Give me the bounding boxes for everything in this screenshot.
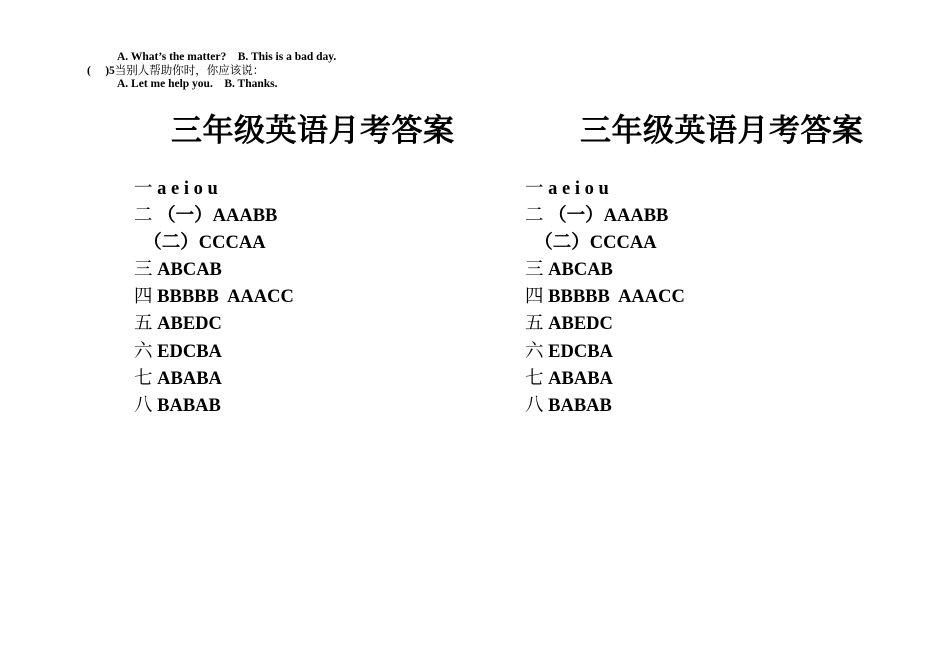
answer-row: 三 ABCAB [134, 259, 222, 281]
answer-row: 五 ABEDC [525, 313, 613, 335]
answer-row: 一 a e i o u [134, 178, 218, 199]
answer-row: 六 EDCBA [134, 340, 222, 362]
question-options-line: A. What’s the matter? B. This is a bad day. [117, 51, 337, 63]
answer-row: 七 ABABA [525, 367, 613, 389]
answer-row: 四 BBBBB AAACC [134, 286, 294, 308]
answer-row: 八 BABAB [525, 394, 612, 416]
answer-row: 三 ABCAB [525, 259, 613, 281]
answer-row: 四 BBBBB AAACC [525, 286, 685, 308]
answer-row: 五 ABEDC [134, 313, 222, 335]
right-answer-list [525, 175, 685, 419]
answer-row: 一 a e i o u [525, 178, 609, 199]
question-5-text: 当别人帮助你时，你应该说： [114, 63, 265, 77]
answer-row: 七 ABABA [134, 367, 222, 389]
answer-row: （二）CCCAA [134, 233, 266, 254]
answer-row: 六 EDCBA [525, 340, 613, 362]
answer-row: 二 （一）AAABB [134, 205, 278, 227]
left-answer-list [134, 175, 294, 419]
left-answer-title: 三年级英语月考答案 [171, 113, 455, 149]
answer-row: 二 （一）AAABB [525, 205, 669, 227]
question-5-line [87, 64, 264, 79]
question-5-options-line: A. Let me help you. B. Thanks. [117, 78, 278, 90]
answer-row: 八 BABAB [134, 394, 221, 416]
right-answer-title: 三年级英语月考答案 [580, 113, 864, 149]
question-number: ( )5 [87, 65, 115, 77]
answer-row: （二）CCCAA [525, 233, 657, 254]
